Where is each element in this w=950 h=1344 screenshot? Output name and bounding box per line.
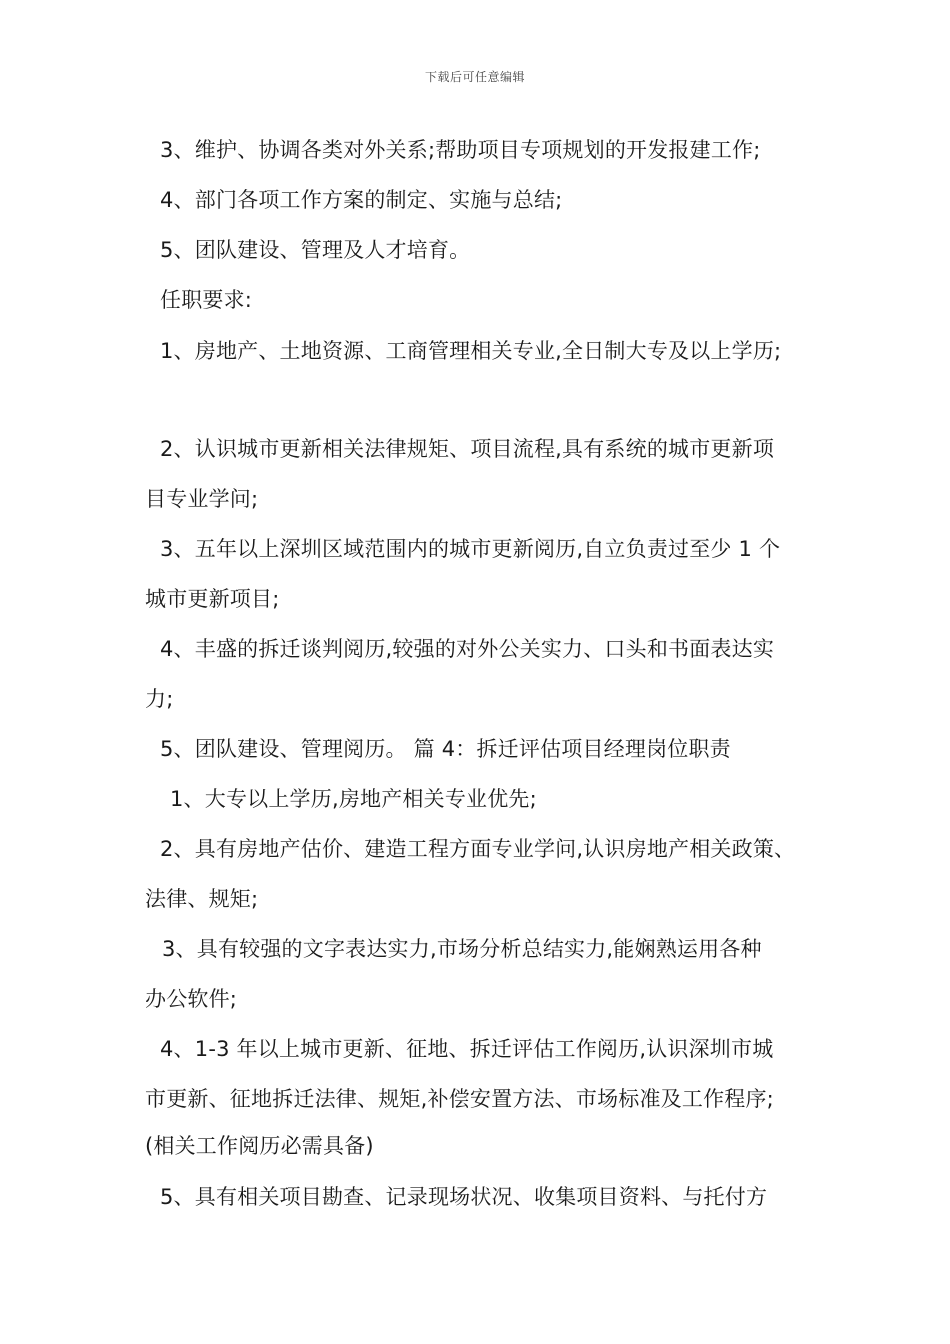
text-line: 法律、规矩; xyxy=(145,887,259,911)
text-line: 3、五年以上深圳区域范围内的城市更新阅历,自立负责过至少 1 个 xyxy=(160,537,781,561)
text-line: 3、维护、协调各类对外关系;帮助项目专项规划的开发报建工作; xyxy=(160,138,761,162)
text-line: 力; xyxy=(145,687,174,711)
text-line: 市更新、征地拆迁法律、规矩,补偿安置方法、市场标准及工作程序; xyxy=(145,1087,774,1111)
text-line: 2、认识城市更新相关法律规矩、项目流程,具有系统的城市更新项 xyxy=(160,437,775,461)
text-line: 5、具有相关项目勘查、记录现场状况、收集项目资料、与托付方 xyxy=(160,1185,768,1209)
page-header: 下载后可任意编辑 xyxy=(424,70,525,84)
text-line: 4、1-3 年以上城市更新、征地、拆迁评估工作阅历,认识深圳市城 xyxy=(160,1037,774,1061)
text-line: 4、部门各项工作方案的制定、实施与总结; xyxy=(160,188,563,212)
text-line: 1、房地产、土地资源、工商管理相关专业,全日制大专及以上学历; xyxy=(160,339,782,363)
text-line: 5、团队建设、管理阅历。 篇 4：拆迁评估项目经理岗位职责 xyxy=(160,737,731,761)
text-line: 3、具有较强的文字表达实力,市场分析总结实力,能娴熟运用各种 xyxy=(162,937,762,961)
text-line: 目专业学问; xyxy=(145,487,259,511)
text-line: (相关工作阅历必需具备) xyxy=(145,1134,374,1158)
text-line: 2、具有房地产估价、建造工程方面专业学问,认识房地产相关政策、 xyxy=(160,837,796,861)
text-line: 1、大专以上学历,房地产相关专业优先; xyxy=(170,787,537,811)
text-line: 5、团队建设、管理及人才培育。 xyxy=(160,238,471,262)
text-line: 任职要求: xyxy=(160,288,253,312)
text-line: 城市更新项目; xyxy=(145,587,280,611)
text-line: 办公软件; xyxy=(145,987,238,1011)
text-line: 4、丰盛的拆迁谈判阅历,较强的对外公关实力、口头和书面表达实 xyxy=(160,637,775,661)
